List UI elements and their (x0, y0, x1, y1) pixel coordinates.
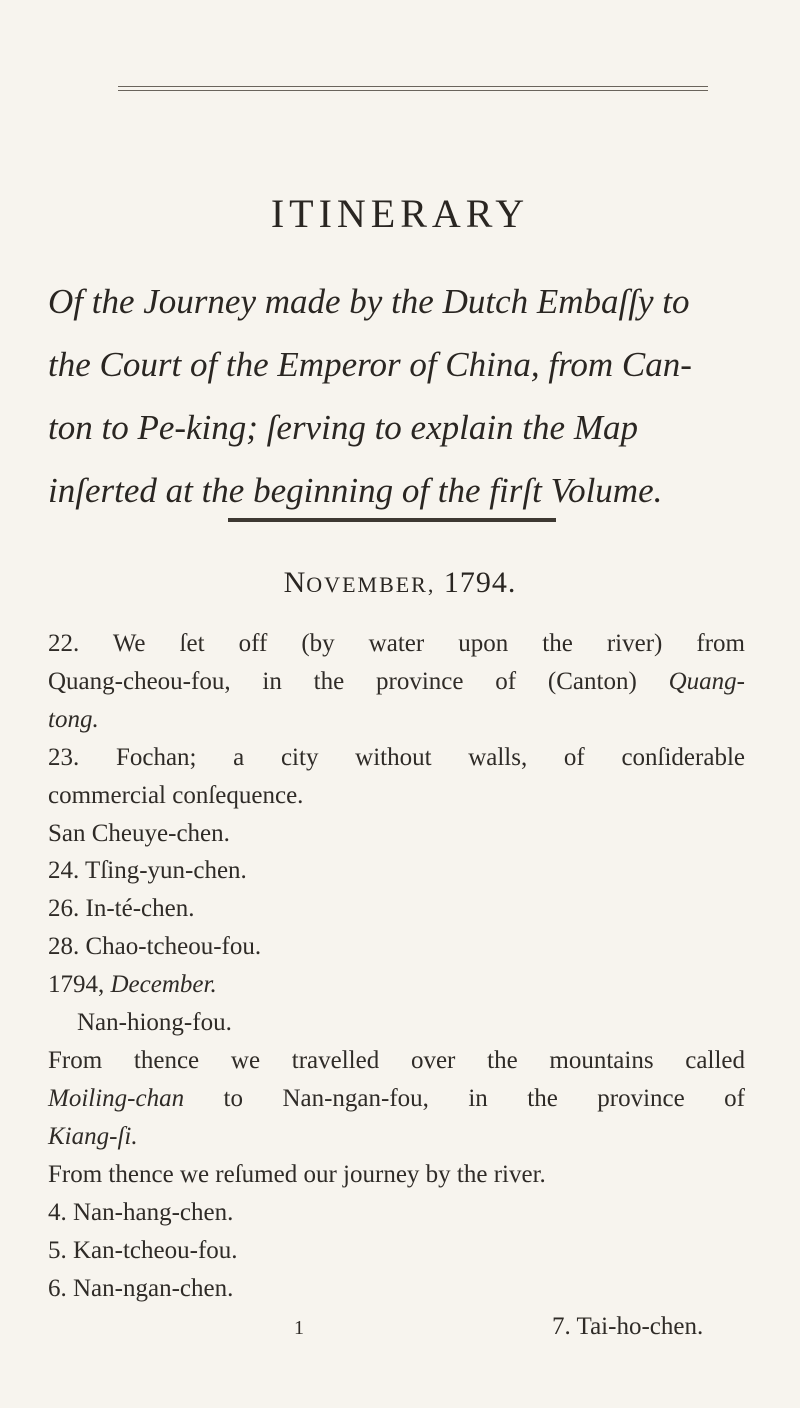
catchword: 7. Tai-ho-chen. (552, 1313, 704, 1340)
subtitle-line: inſerted at the beginning of the firſt Volume. (48, 471, 663, 510)
page-title: ITINERARY (270, 191, 530, 236)
entry-6: 6. Nan-ngan-chen. (48, 1275, 234, 1302)
month-initial: N (283, 566, 307, 599)
december-month: December. (110, 971, 217, 998)
mountain-name: Moiling-chan (48, 1085, 185, 1112)
entry-nan-hiong: Nan-hiong-fou. (77, 1009, 232, 1036)
year: 1794. (443, 566, 517, 599)
entry-23-line-1: 23. Fochan; a city without walls, of conſiderable (48, 744, 745, 771)
entry-22-text: Quang-cheou-fou, in the province of (Canton) (48, 668, 669, 695)
section-rule (228, 518, 556, 522)
entry-from-2: From thence we reſumed our journey by the river. (48, 1161, 546, 1188)
december-heading (48, 971, 217, 999)
entry-4: 4. Nan-hang-chen. (48, 1199, 234, 1226)
date-heading (0, 566, 800, 600)
month-rest: OVEMBER, (306, 572, 436, 597)
entry-23-line-2: commercial conſequence. (48, 782, 304, 809)
entry-from-1-line-1: From thence we travelled over the mountains called (48, 1047, 745, 1074)
subtitle-line: ton to Pe-king; ſerving to explain the Map (48, 408, 638, 447)
subtitle (48, 270, 748, 522)
december-year: 1794, (48, 971, 111, 998)
entry-22-line-2 (48, 668, 745, 696)
subtitle-line: the Court of the Emperor of China, from Can- (48, 345, 692, 384)
entry-26: 26. In-té-chen. (48, 895, 195, 922)
entry-22-line-3: tong. (48, 706, 99, 733)
top-double-rule (118, 86, 708, 91)
entry-24: 24. Tſing-yun-chen. (48, 857, 247, 884)
entry-from-1-line-2 (48, 1085, 745, 1113)
entry-san-cheuye: San Cheuye-chen. (48, 820, 230, 847)
subtitle-line: Of the Journey made by the Dutch Embaſſy to (48, 282, 690, 321)
entry-22-line-1: 22. We ſet off (by water upon the river) from (48, 630, 745, 657)
entry-5: 5. Kan-tcheou-fou. (48, 1237, 238, 1264)
entry-from-1-text: to Nan-ngan-fou, in the province of (184, 1085, 745, 1112)
entry-28: 28. Chao-tcheou-fou. (48, 933, 262, 960)
entry-from-1-line-3: Kiang-ſi. (48, 1123, 138, 1150)
entry-22-province: Quang- (668, 668, 745, 695)
signature-mark: 1 (294, 1317, 304, 1339)
